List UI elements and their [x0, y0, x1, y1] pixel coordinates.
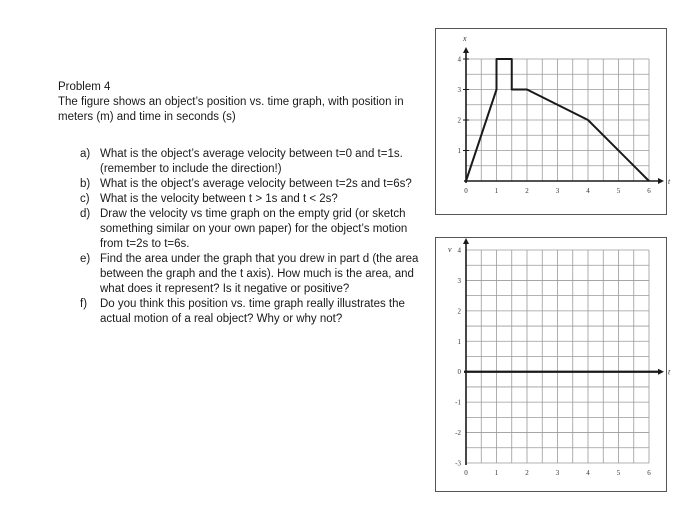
y-tick-label: 3	[457, 276, 461, 285]
x-tick-label: 0	[464, 469, 468, 477]
x-tick-label: 5	[616, 469, 621, 477]
x-tick-label: 6	[647, 187, 651, 195]
y-tick-label: 2	[457, 307, 461, 316]
question-letter: b)	[80, 178, 91, 190]
x-tick-label: 4	[586, 469, 590, 477]
x-tick-label: 4	[586, 187, 590, 195]
question-item	[58, 177, 428, 192]
question-text: Find the area under the graph that you drew in part d (the area between the graph and the t axis). How much is the area, and what does it represent? Is it negative or positive?	[100, 253, 419, 295]
question-text: What is the object’s average velocity between t=2s and t=6s?	[100, 178, 412, 190]
x-tick-label: 3	[555, 469, 560, 477]
y-tick-label: 2	[457, 116, 461, 125]
x-tick-label: 0	[464, 187, 468, 195]
y-tick-label: 4	[457, 246, 461, 255]
velocity-time-grid	[436, 238, 671, 491]
question-item	[58, 147, 428, 177]
y-axis-label: x	[463, 34, 467, 43]
question-letter: a)	[80, 148, 91, 160]
x-tick-label: 1	[494, 469, 499, 477]
question-letter: c)	[80, 193, 90, 205]
y-axis-label: v	[448, 245, 452, 254]
y-tick-label: -2	[455, 429, 461, 438]
x-axis-label: t	[668, 177, 671, 186]
x-tick-label: 2	[525, 187, 529, 195]
x-tick-label: 3	[555, 187, 560, 195]
y-tick-label: -3	[455, 459, 461, 468]
x-tick-label: 5	[616, 187, 621, 195]
question-text: Do you think this position vs. time graph really illustrates the actual motion of a real object? Why or why not?	[100, 298, 405, 325]
question-item	[58, 297, 428, 327]
question-text: Draw the velocity vs time graph on the empty grid (or sketch something similar on your own paper) for the object’s motion from t=2s to t=6s.	[100, 208, 408, 250]
problem-intro: The figure shows an object’s position vs. time graph, with position in meters (m) and time in seconds (s)	[58, 96, 404, 123]
question-letter: f)	[80, 298, 88, 310]
question-letter: e)	[80, 253, 91, 265]
y-tick-label: 3	[457, 86, 461, 94]
x-tick-label: 6	[647, 469, 651, 477]
y-tick-label: 1	[457, 337, 461, 346]
problem-title: Problem 4	[58, 81, 111, 93]
x-axis-arrow	[658, 178, 664, 184]
position-time-graph-panel	[435, 28, 671, 215]
problem-text	[58, 80, 428, 327]
y-tick-label: 1	[457, 147, 461, 155]
x-tick-label: 1	[494, 187, 499, 195]
y-axis-arrow	[463, 238, 469, 244]
question-list	[58, 147, 428, 327]
position-time-graph	[436, 29, 671, 214]
velocity-time-grid-panel	[435, 237, 671, 492]
x-axis-arrow	[658, 369, 664, 375]
x-tick-label: 2	[525, 469, 529, 477]
question-text: What is the velocity between t > 1s and t < 2s?	[100, 193, 338, 205]
question-item	[58, 207, 428, 252]
question-item	[58, 192, 428, 207]
y-tick-label: -1	[455, 398, 461, 407]
question-text: What is the object’s average velocity between t=0 and t=1s. (remember to include the direction!)	[100, 148, 403, 175]
y-axis-arrow	[463, 47, 469, 53]
question-letter: d)	[80, 208, 91, 220]
question-item	[58, 252, 428, 297]
y-tick-label: 4	[457, 55, 461, 64]
x-axis-label: t	[668, 367, 671, 377]
y-tick-label: 0	[457, 368, 461, 377]
